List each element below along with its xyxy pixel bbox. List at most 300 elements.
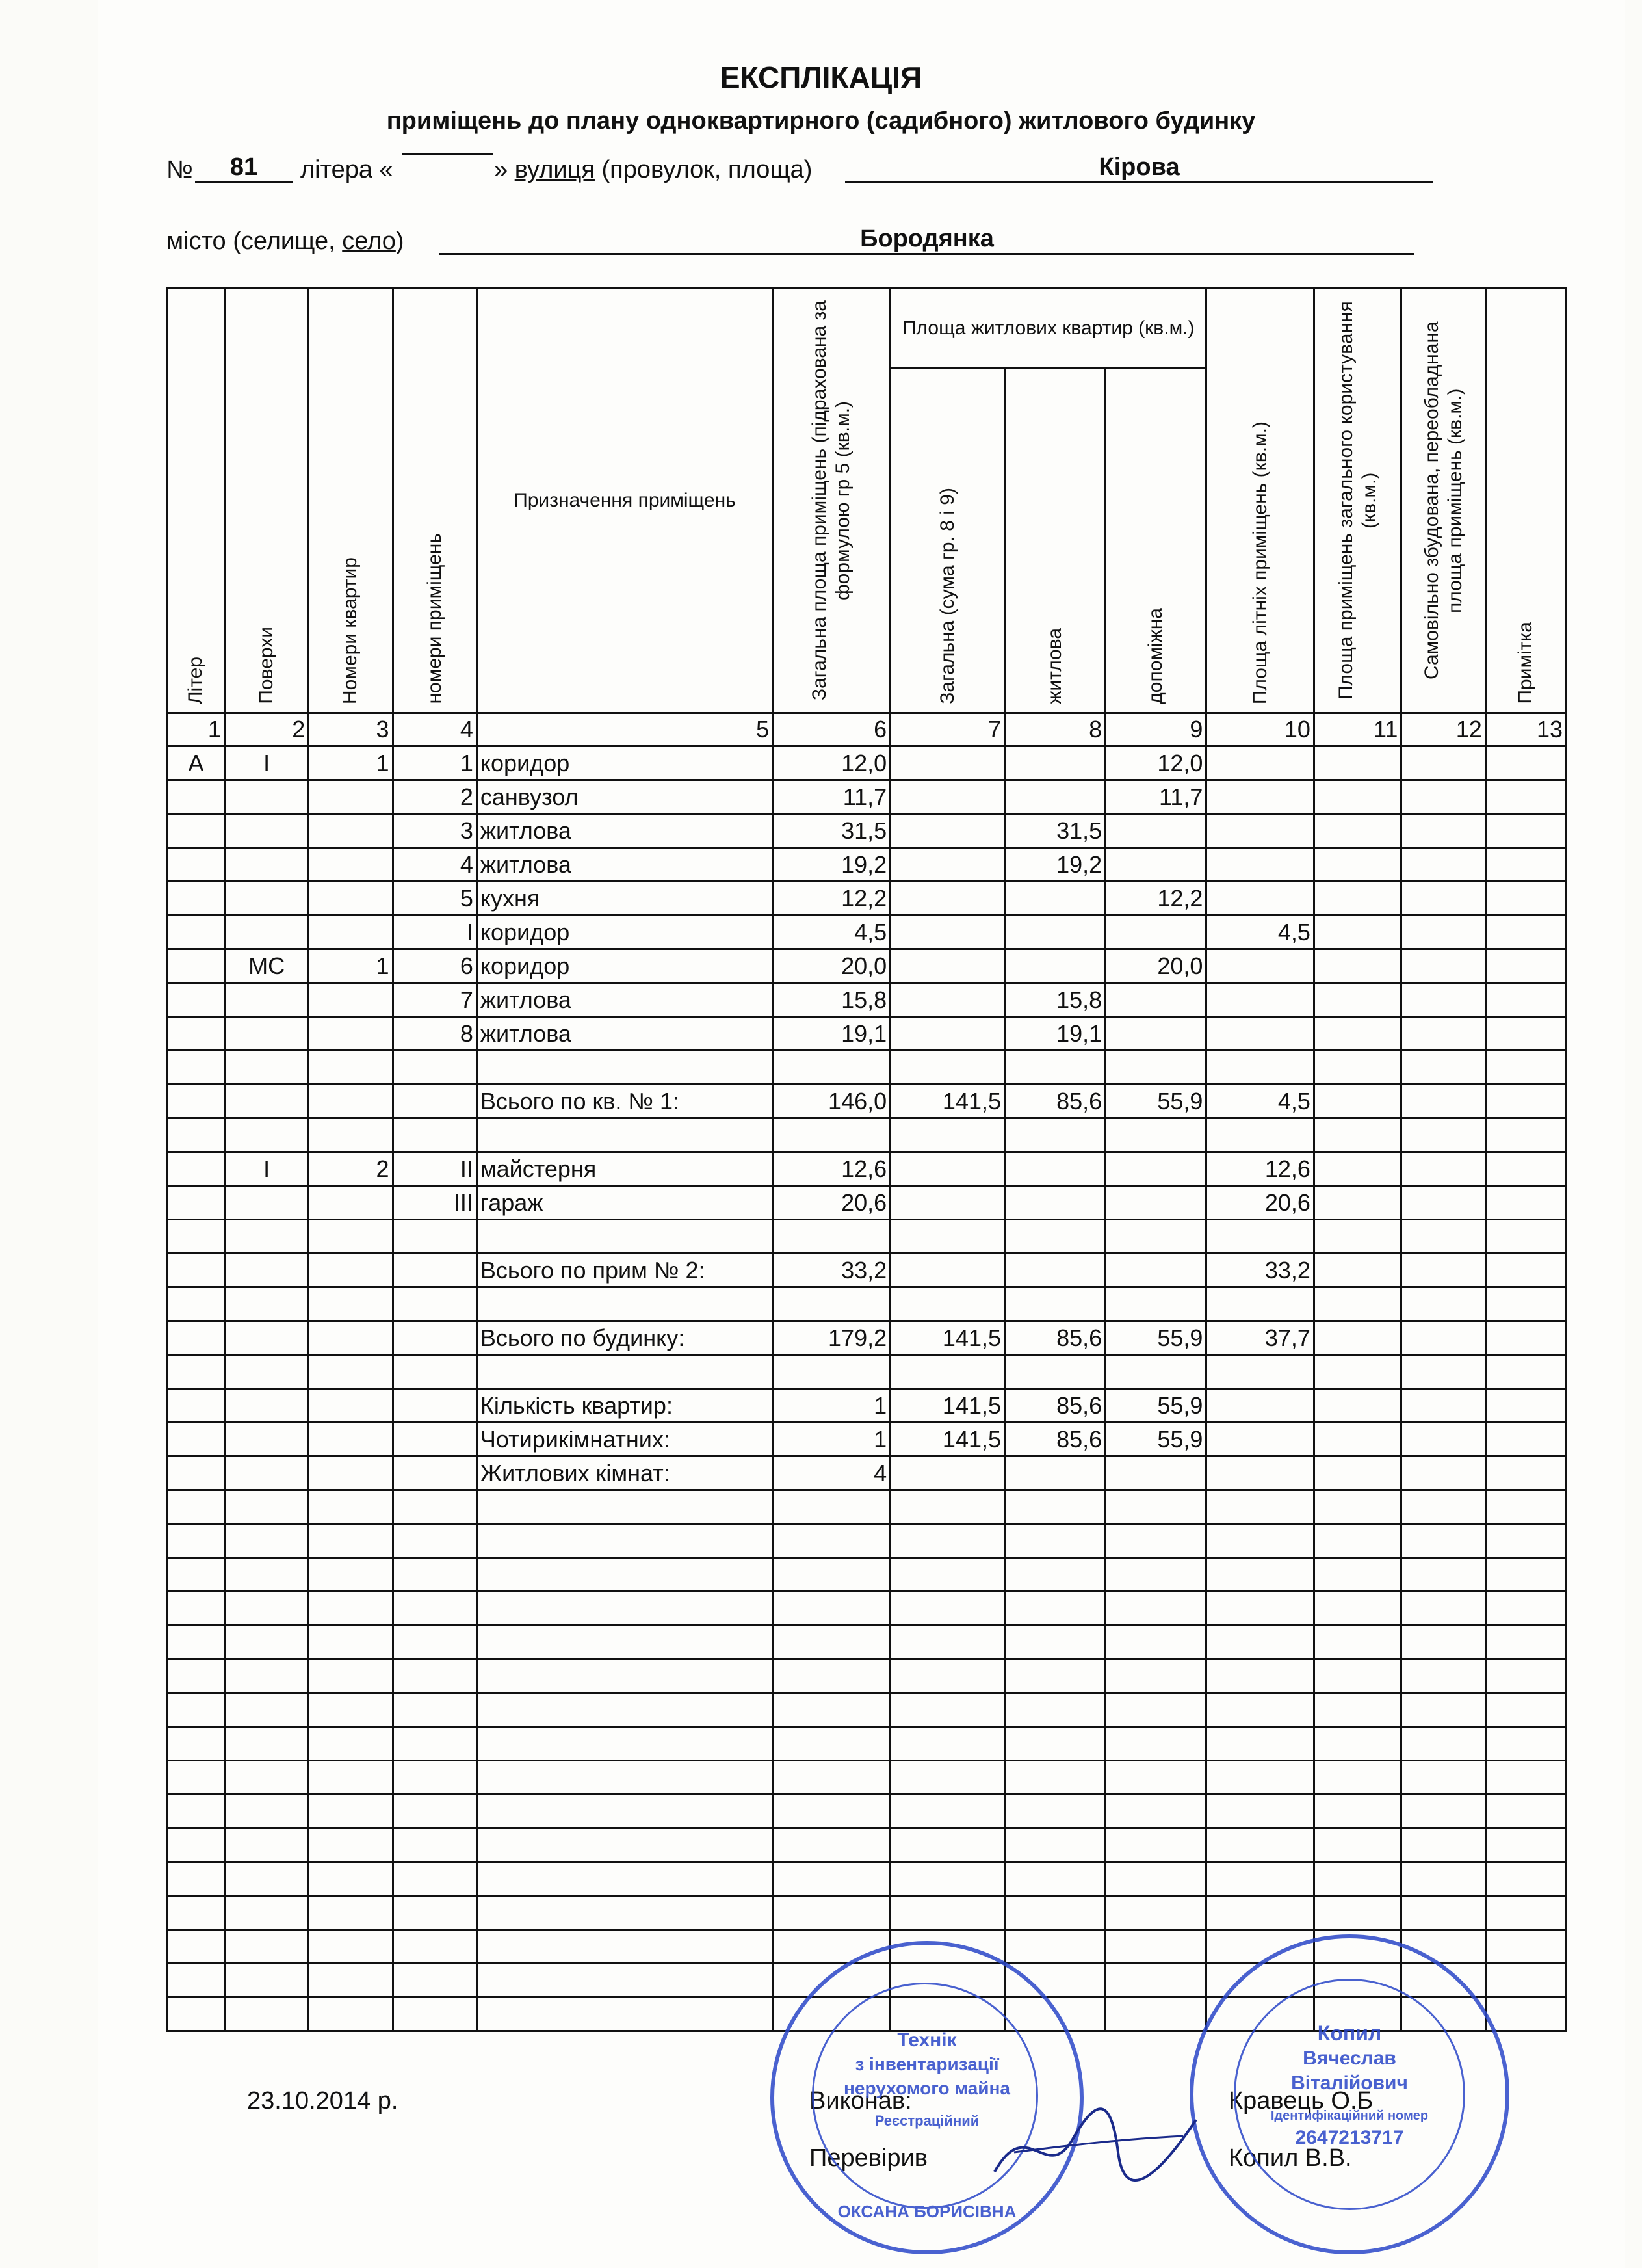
document-subtitle: приміщень до плану одноквартирного (садибного) житлового будинку <box>386 107 1256 135</box>
stamp-technician-line-3: нерухомого майна <box>844 2078 1010 2098</box>
table-cell <box>1314 1321 1401 1355</box>
table-cell <box>476 1795 772 1828</box>
table-cell <box>224 1490 308 1524</box>
table-cell <box>476 1051 772 1085</box>
table-cell <box>1485 1254 1566 1287</box>
table-cell <box>1106 1558 1206 1592</box>
table-cell <box>1401 916 1485 949</box>
table-cell <box>393 1795 476 1828</box>
table-cell <box>168 1220 225 1254</box>
table-cell <box>393 1490 476 1524</box>
table-cell <box>393 1220 476 1254</box>
table-cell <box>224 1017 308 1051</box>
empty-table-row <box>168 1795 1567 1828</box>
table-cell <box>1314 1490 1401 1524</box>
table-cell <box>1206 1828 1314 1862</box>
table-cell: 85,6 <box>1005 1085 1106 1118</box>
table-cell <box>224 1085 308 1118</box>
table-cell <box>476 1862 772 1896</box>
table-cell <box>168 882 225 916</box>
stamp-technician-line-1: Технік <box>897 2029 957 2051</box>
table-cell <box>309 1389 393 1423</box>
table-cell <box>1401 1592 1485 1626</box>
table-cell <box>773 1626 891 1659</box>
table-cell <box>1314 848 1401 882</box>
column-number: 6 <box>773 713 891 746</box>
table-cell <box>1485 1930 1566 1964</box>
table-cell <box>1005 1490 1106 1524</box>
table-cell <box>1005 1254 1106 1287</box>
col-header-summer-area-text: Площа літніх приміщень (кв.м.) <box>1249 421 1271 704</box>
table-cell <box>1314 1085 1401 1118</box>
table-cell <box>1206 1862 1314 1896</box>
table-cell <box>1005 1626 1106 1659</box>
table-cell <box>1485 1186 1566 1220</box>
empty-table-row <box>168 1693 1567 1727</box>
table-cell <box>309 1085 393 1118</box>
table-cell <box>1401 1017 1485 1051</box>
table-cell <box>224 848 308 882</box>
table-row <box>168 1051 1567 1085</box>
table-cell <box>1401 1828 1485 1862</box>
table-cell <box>1206 1693 1314 1727</box>
table-row <box>168 1254 1567 1287</box>
table-cell: 1 <box>393 746 476 780</box>
table-cell: 85,6 <box>1005 1389 1106 1423</box>
table-cell <box>1005 1659 1106 1693</box>
table-cell: 146,0 <box>773 1085 891 1118</box>
table-cell <box>1401 1693 1485 1727</box>
table-cell <box>891 1051 1005 1085</box>
table-cell <box>224 1896 308 1930</box>
column-number: 11 <box>1314 713 1401 746</box>
table-cell <box>393 1626 476 1659</box>
col-header-auxiliary <box>1106 369 1206 713</box>
table-cell <box>1005 1186 1106 1220</box>
table-cell <box>891 1761 1005 1795</box>
col-header-common-area-text: Площа приміщень загального користування (кв.м.) <box>1335 301 1380 700</box>
table-cell <box>891 1490 1005 1524</box>
table-cell <box>1401 1389 1485 1423</box>
table-cell <box>168 1389 225 1423</box>
table-cell <box>168 1896 225 1930</box>
table-cell <box>1485 1524 1566 1558</box>
table-cell <box>1314 949 1401 983</box>
executed-label: Виконав: <box>809 2087 912 2115</box>
table-cell <box>168 1186 225 1220</box>
table-cell <box>773 1051 891 1085</box>
table-cell <box>1485 1795 1566 1828</box>
table-cell: 1 <box>309 746 393 780</box>
table-cell <box>309 1998 393 2031</box>
table-cell <box>1485 1118 1566 1152</box>
stamp-individual <box>1190 1934 1509 2254</box>
table-cell <box>1314 1186 1401 1220</box>
table-cell <box>1206 1423 1314 1457</box>
table-cell <box>891 1017 1005 1051</box>
table-cell <box>224 1423 308 1457</box>
table-cell <box>1314 780 1401 814</box>
table-cell <box>1485 1220 1566 1254</box>
table-row <box>168 882 1567 916</box>
col-header-unauthorized-area <box>1401 289 1485 713</box>
table-cell <box>1485 1896 1566 1930</box>
table-cell <box>309 1693 393 1727</box>
table-cell <box>1005 1220 1106 1254</box>
table-cell: 19,2 <box>773 848 891 882</box>
table-cell <box>1106 1287 1206 1321</box>
table-cell <box>1206 1761 1314 1795</box>
table-cell <box>168 1592 225 1626</box>
city-label <box>166 228 404 256</box>
table-cell: 20,6 <box>773 1186 891 1220</box>
table-cell: Житлових кімнат: <box>476 1457 772 1490</box>
table-cell <box>1401 1287 1485 1321</box>
table-cell <box>224 1321 308 1355</box>
table-cell <box>1314 1017 1401 1051</box>
table-cell <box>309 916 393 949</box>
table-cell: 85,6 <box>1005 1423 1106 1457</box>
table-cell: 7 <box>393 983 476 1017</box>
table-cell <box>476 1524 772 1558</box>
stamp-individual-id-label: Ідентифікаційний номер <box>1270 2109 1429 2123</box>
table-cell <box>168 1964 225 1998</box>
table-cell <box>1005 1896 1106 1930</box>
table-row <box>168 1118 1567 1152</box>
table-cell: 19,2 <box>1005 848 1106 882</box>
table-cell <box>1206 983 1314 1017</box>
table-cell <box>224 780 308 814</box>
table-row <box>168 780 1567 814</box>
table-cell: житлова <box>476 983 772 1017</box>
table-cell <box>393 1457 476 1490</box>
table-cell <box>1005 1457 1106 1490</box>
table-cell <box>476 1287 772 1321</box>
city-word: село <box>342 228 396 255</box>
table-cell <box>1005 1930 1106 1964</box>
table-row <box>168 949 1567 983</box>
table-cell <box>1314 1862 1401 1896</box>
table-cell <box>1206 1355 1314 1389</box>
col-header-floors <box>224 289 308 713</box>
table-cell: 19,1 <box>773 1017 891 1051</box>
table-cell <box>168 949 225 983</box>
table-cell <box>1005 1727 1106 1761</box>
table-cell: 12,6 <box>1206 1152 1314 1186</box>
table-cell: 141,5 <box>891 1423 1005 1457</box>
table-cell <box>1314 1896 1401 1930</box>
table-cell: 37,7 <box>1206 1321 1314 1355</box>
stamp-individual-line-1: Копил <box>1317 2022 1382 2045</box>
table-cell: І <box>224 1152 308 1186</box>
column-number: 4 <box>393 713 476 746</box>
empty-table-row <box>168 1761 1567 1795</box>
table-cell <box>1106 1592 1206 1626</box>
table-cell <box>1401 1355 1485 1389</box>
column-number-row <box>168 713 1567 746</box>
table-cell <box>168 1626 225 1659</box>
table-cell <box>1106 916 1206 949</box>
table-cell <box>1106 1693 1206 1727</box>
table-cell: коридор <box>476 746 772 780</box>
col-header-auxiliary-text: допоміжна <box>1145 608 1167 704</box>
table-cell <box>773 1795 891 1828</box>
table-cell <box>1005 916 1106 949</box>
empty-table-row <box>168 1592 1567 1626</box>
table-cell <box>476 1693 772 1727</box>
empty-table-row <box>168 1727 1567 1761</box>
table-cell <box>891 1693 1005 1727</box>
table-row <box>168 1423 1567 1457</box>
table-cell: 6 <box>393 949 476 983</box>
table-cell <box>309 882 393 916</box>
table-cell <box>1485 1389 1566 1423</box>
table-cell <box>309 1828 393 1862</box>
col-header-summer-area <box>1206 289 1314 713</box>
table-cell <box>309 1321 393 1355</box>
table-cell: 12,2 <box>773 882 891 916</box>
table-cell <box>224 814 308 848</box>
table-cell <box>1206 848 1314 882</box>
table-cell <box>773 1896 891 1930</box>
table-cell <box>168 1828 225 1862</box>
table-cell <box>1401 1626 1485 1659</box>
empty-table-row <box>168 1558 1567 1592</box>
table-cell <box>1485 1085 1566 1118</box>
col-header-floors-text: Поверхи <box>255 627 278 704</box>
table-cell <box>773 1659 891 1693</box>
table-cell <box>224 916 308 949</box>
table-cell: 19,1 <box>1005 1017 1106 1051</box>
table-cell <box>224 1051 308 1085</box>
table-cell: ІІ <box>393 1152 476 1186</box>
table-cell <box>1106 1457 1206 1490</box>
table-cell <box>1485 1490 1566 1524</box>
street-word: вулиця <box>514 156 595 183</box>
checked-name: Копил В.В. <box>1229 2144 1352 2172</box>
table-cell <box>1005 1828 1106 1862</box>
table-cell <box>1314 1727 1401 1761</box>
table-cell: коридор <box>476 916 772 949</box>
table-cell <box>1485 1457 1566 1490</box>
table-cell: 55,9 <box>1106 1321 1206 1355</box>
table-row <box>168 1186 1567 1220</box>
table-cell: майстерня <box>476 1152 772 1186</box>
table-cell <box>309 1051 393 1085</box>
table-cell <box>309 1626 393 1659</box>
table-cell <box>1485 1558 1566 1592</box>
table-cell <box>1401 1862 1485 1896</box>
table-cell <box>393 1693 476 1727</box>
table-cell <box>1401 1423 1485 1457</box>
table-cell <box>1206 780 1314 814</box>
table-cell <box>891 1592 1005 1626</box>
table-cell <box>891 1254 1005 1287</box>
table-cell <box>891 1828 1005 1862</box>
table-cell <box>224 1254 308 1287</box>
table-cell <box>1401 1457 1485 1490</box>
table-cell: 179,2 <box>773 1321 891 1355</box>
table-cell <box>1401 780 1485 814</box>
col-header-room-numbers <box>393 289 476 713</box>
table-cell <box>891 1287 1005 1321</box>
col-header-living-text: житлова <box>1044 628 1066 704</box>
table-cell: 141,5 <box>891 1085 1005 1118</box>
table-cell <box>1401 949 1485 983</box>
table-cell <box>1206 1659 1314 1693</box>
table-cell <box>309 1423 393 1457</box>
table-row <box>168 916 1567 949</box>
table-cell <box>168 1659 225 1693</box>
table-cell <box>476 1727 772 1761</box>
table-cell <box>1005 1118 1106 1152</box>
table-cell <box>1005 746 1106 780</box>
table-cell <box>1005 1693 1106 1727</box>
table-cell <box>1314 1828 1401 1862</box>
table-cell <box>891 1152 1005 1186</box>
table-cell: 12,2 <box>1106 882 1206 916</box>
table-cell <box>1106 1524 1206 1558</box>
table-cell: 3 <box>393 814 476 848</box>
table-cell <box>1401 1727 1485 1761</box>
column-number: 9 <box>1106 713 1206 746</box>
number-label: № <box>166 156 193 183</box>
table-cell: 20,6 <box>1206 1186 1314 1220</box>
city-field: Бородянка <box>439 225 1414 255</box>
col-header-liter-text: Літер <box>185 656 207 704</box>
table-cell <box>168 1152 225 1186</box>
table-cell <box>476 1558 772 1592</box>
col-header-living <box>1005 369 1106 713</box>
table-cell <box>1485 1152 1566 1186</box>
litera-close: » <box>494 156 508 183</box>
table-cell <box>891 848 1005 882</box>
table-cell: 12,6 <box>773 1152 891 1186</box>
table-cell <box>1106 1254 1206 1287</box>
table-cell <box>773 1355 891 1389</box>
table-cell <box>476 1626 772 1659</box>
stamp-technician-name: ОКСАНА БОРИСІВНА <box>837 2202 1017 2221</box>
table-cell <box>1485 1828 1566 1862</box>
table-cell <box>393 1862 476 1896</box>
table-cell <box>1485 746 1566 780</box>
table-cell <box>1206 746 1314 780</box>
table-cell: 33,2 <box>773 1254 891 1287</box>
table-cell <box>168 1423 225 1457</box>
table-cell <box>1401 1085 1485 1118</box>
table-cell <box>224 1186 308 1220</box>
table-cell <box>168 780 225 814</box>
table-cell <box>1206 882 1314 916</box>
stamp-individual-line-2: Вячеслав <box>1303 2048 1396 2069</box>
table-cell <box>891 746 1005 780</box>
table-cell <box>773 1220 891 1254</box>
table-cell: ІІІ <box>393 1186 476 1220</box>
table-cell <box>168 1051 225 1085</box>
col-header-apartment-total-text: Загальна (сума гр. 8 і 9) <box>936 488 958 704</box>
table-cell <box>1485 1964 1566 1998</box>
col-header-total-area-text: Загальна площа приміщень (підрахована за формулою гр 5 (кв.м.) <box>809 300 854 701</box>
table-cell <box>224 1828 308 1862</box>
table-cell <box>1106 1659 1206 1693</box>
table-cell <box>1005 882 1106 916</box>
table-cell <box>1401 848 1485 882</box>
table-cell: Всього по кв. № 1: <box>476 1085 772 1118</box>
table-cell <box>224 1761 308 1795</box>
table-cell <box>1314 746 1401 780</box>
table-cell <box>309 1457 393 1490</box>
table-cell <box>1005 1761 1106 1795</box>
table-cell: МС <box>224 949 308 983</box>
table-cell <box>168 814 225 848</box>
table-cell <box>891 780 1005 814</box>
table-cell <box>773 1828 891 1862</box>
table-cell <box>1401 882 1485 916</box>
litera-field <box>402 153 493 155</box>
table-cell <box>891 1457 1005 1490</box>
table-cell: 12,0 <box>773 746 891 780</box>
table-cell <box>1106 1727 1206 1761</box>
table-cell <box>393 1423 476 1457</box>
table-cell: 20,0 <box>1106 949 1206 983</box>
table-cell: 8 <box>393 1017 476 1051</box>
col-header-purpose: Призначення приміщень <box>476 289 772 713</box>
table-cell <box>309 848 393 882</box>
table-cell <box>224 1626 308 1659</box>
executed-name: Кравець О.Б <box>1229 2087 1374 2115</box>
table-cell <box>1005 1355 1106 1389</box>
table-cell <box>309 1727 393 1761</box>
table-cell <box>891 1220 1005 1254</box>
table-cell <box>309 1896 393 1930</box>
table-cell: санвузол <box>476 780 772 814</box>
table-cell <box>1485 949 1566 983</box>
table-cell <box>309 1287 393 1321</box>
table-cell: 20,0 <box>773 949 891 983</box>
table-cell <box>1314 1592 1401 1626</box>
table-cell <box>1206 1287 1314 1321</box>
column-number: 2 <box>224 713 308 746</box>
table-cell <box>224 882 308 916</box>
table-cell <box>309 1220 393 1254</box>
stamp-technician-reg: Реєстраційний <box>874 2113 980 2129</box>
table-cell <box>1401 983 1485 1017</box>
table-cell <box>891 1626 1005 1659</box>
table-cell <box>224 1592 308 1626</box>
empty-table-row <box>168 1659 1567 1693</box>
stamp-individual-line-3: Віталійович <box>1291 2072 1408 2094</box>
table-cell <box>1485 1321 1566 1355</box>
table-cell <box>393 1659 476 1693</box>
col-header-note-text: Примітка <box>1515 622 1537 704</box>
table-cell <box>891 1795 1005 1828</box>
table-cell <box>1314 1389 1401 1423</box>
table-cell <box>309 1355 393 1389</box>
table-cell <box>1106 1118 1206 1152</box>
table-cell: Кількість квартир: <box>476 1389 772 1423</box>
date-text: 23.10.2014 р. <box>247 2087 398 2115</box>
table-cell <box>393 1355 476 1389</box>
table-cell <box>1314 1524 1401 1558</box>
table-cell <box>1401 746 1485 780</box>
table-cell <box>1485 1761 1566 1795</box>
column-number: 3 <box>309 713 393 746</box>
table-cell <box>1206 1118 1314 1152</box>
table-cell <box>1206 1389 1314 1423</box>
table-cell: 15,8 <box>773 983 891 1017</box>
table-cell: 55,9 <box>1106 1085 1206 1118</box>
table-cell: 2 <box>393 780 476 814</box>
